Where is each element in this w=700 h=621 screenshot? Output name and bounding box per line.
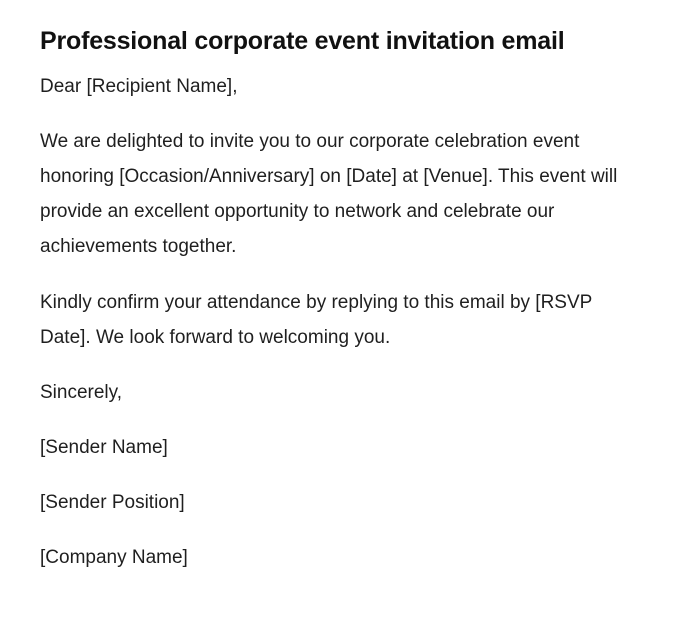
closing-line: Sincerely, xyxy=(40,382,123,403)
sender-name: [Sender Name] xyxy=(40,437,168,458)
body-paragraph-rsvp: Kindly confirm your attendance by replying to this email by [RSVP Date]. We look forward to welcoming you. xyxy=(40,292,592,348)
sender-position: [Sender Position] xyxy=(40,492,185,513)
company-name: [Company Name] xyxy=(40,547,188,568)
body-paragraph-invitation: We are delighted to invite you to our corporate celebration event honoring [Occasion/Anniversary] on [Date] at [Venue]. This event will provide an excellent opportunity to network and celebrate our achievements together. xyxy=(40,131,618,257)
email-document xyxy=(40,24,640,575)
greeting-line: Dear [Recipient Name], xyxy=(40,76,238,97)
document-title: Professional corporate event invitation email xyxy=(40,27,565,55)
